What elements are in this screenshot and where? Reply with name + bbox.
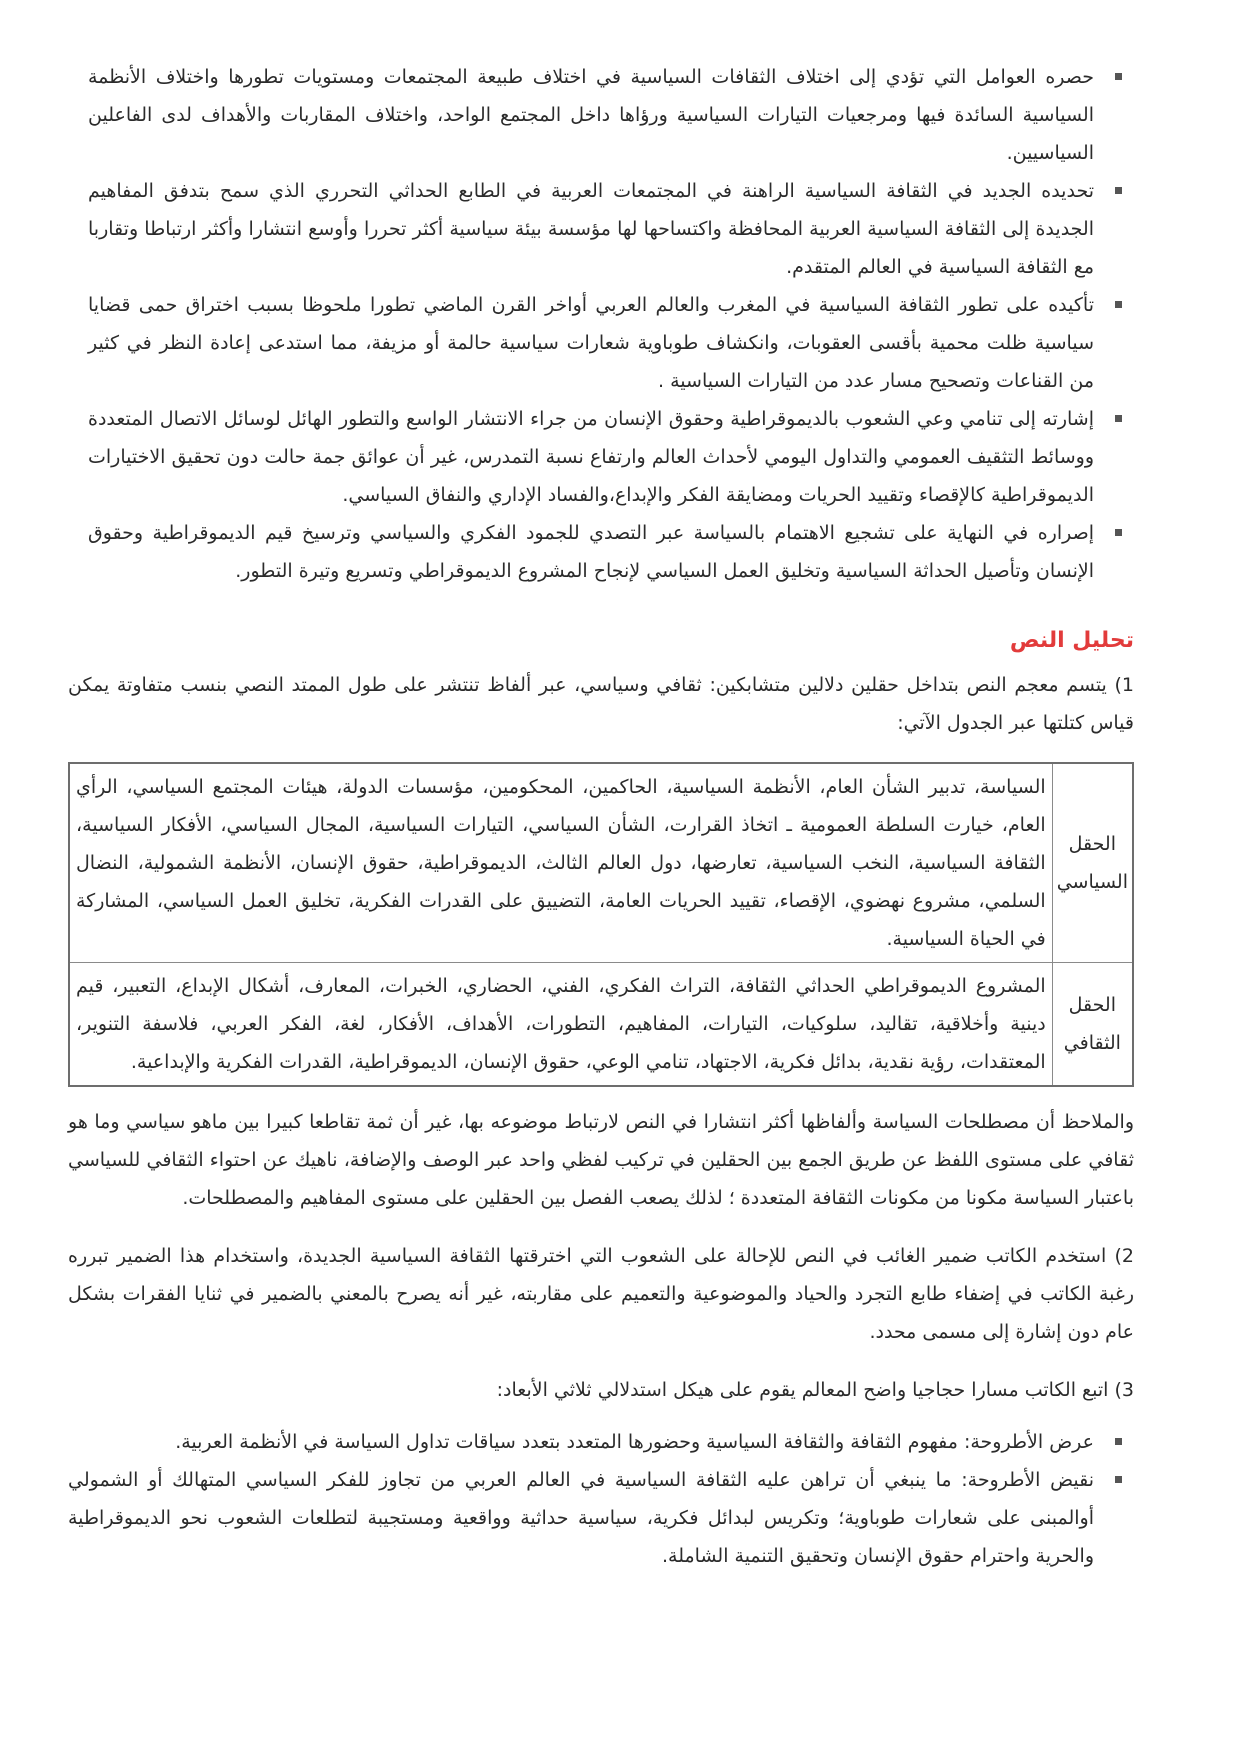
argument-bullet	[68, 1423, 1124, 1461]
square-bullet-icon	[1115, 415, 1122, 422]
square-bullet-icon	[1115, 529, 1122, 536]
summary-bullet-list	[88, 58, 1124, 590]
argument-bullet	[68, 1461, 1124, 1575]
summary-bullet	[88, 286, 1124, 400]
observation-paragraph: والملاحظ أن مصطلحات السياسة وألفاظها أكثر انتشارا في النص لارتباط موضوعه بها، غير أن ثمة تقاطعا كبيرا بين ماهو سياسي وما هو ثقافي على مستوى اللفظ عن طريق الجمع بين الحقلين في تركيب لفظي واحد عبر الوصف والإضافة، ناهيك عن احتواء الثقافي للسياسي باعتبار السياسة مكونا من مكونات الثقافة المتعددة ؛ لذلك يصعب الفصل بين الحقلين على مستوى المفاهيم والمصطلحات.	[68, 1111, 1134, 1209]
field-name-cell: الحقل الثقافي	[1052, 963, 1133, 1087]
summary-bullet	[88, 58, 1124, 172]
square-bullet-icon	[1115, 1438, 1122, 1445]
summary-bullet-text: تحديده الجديد في الثقافة السياسية الراهنة في المجتمعات العربية في الطابع الحداثي التحرري الذي سمح بتدفق المفاهيم الجديدة إلى الثقافة السياسية العربية المحافظة واكتساحها لها مؤسسة بيئة سياسية أكثر تحررا وأوسع انتشارا وأكثر ارتباطا وتقاربا مع الثقافة السياسية في العالم المتقدم.	[88, 180, 1094, 278]
square-bullet-icon	[1115, 1476, 1122, 1483]
summary-bullet-text: إشارته إلى تنامي وعي الشعوب بالديموقراطية وحقوق الإنسان من جراء الانتشار الواسع والتطور الهائل لوسائل الاتصال المتعددة ووسائط التثقيف العمومي والتداول اليومي لأحداث العالم وارتفاع نسبة التمدرس، غير أن عوائق جمة حالت دون تحقيق الاختيارات الديموقراطية كالإقصاء وتقييد الحريات ومضايقة الفكر والإبداع،والفساد الإداري والنفاق السياسي.	[88, 408, 1094, 506]
summary-bullet	[88, 172, 1124, 286]
square-bullet-icon	[1115, 73, 1122, 80]
section-title-text-analysis: تحليل النص	[1009, 628, 1134, 653]
field-terms-cell: السياسة، تدبير الشأن العام، الأنظمة السياسية، الحاكمين، المحكومين، مؤسسات الدولة، هيئات المجتمع السياسي، الرأي العام، خيارت السلطة العمومية ـ اتخاذ القرارت، الشأن السياسي، التيارات السياسية، المجال السياسي، الأفكار السياسية، الثقافة السياسية، النخب السياسية، تعارضها، دول العالم الثالث، الديموقراطية، حقوق الإنسان، الأنظمة الشمولية، النضال السلمي، مشروع نهضوي، الإقصاء، تقييد الحريات العامة، التضييق على القدرات الفكرية، تخليق العمل السياسي، المشاركة في الحياة السياسية.	[69, 763, 1052, 963]
summary-bullet-text: تأكيده على تطور الثقافة السياسية في المغرب والعالم العربي أواخر القرن الماضي تطورا ملحوظا بسبب اختراق حمى قضايا سياسية ظلت محمية بأقسى العقوبات، وانكشاف طوباوية شعارات سياسية حالمة أو مزيفة، مما استدعى إعادة النظر في كثير من القناعات وتصحيح مسار عدد من التيارات السياسية .	[88, 294, 1094, 392]
argument-bullet-text: نقيض الأطروحة: ما ينبغي أن تراهن عليه الثقافة السياسية في العالم العربي من تجاوز للفكر السياسي المتهالك أو الشمولي أوالمبنى على شعارات طوباوية؛ وتكريس لبدائل فكرية، سياسية حداثية وواقعية ومستجيبة لتطلعات الشعوب نحو الديموقراطية والحرية واحترام حقوق الإنسان وتحقيق التنمية الشاملة.	[68, 1469, 1094, 1567]
argument-structure-paragraph: 3) اتبع الكاتب مسارا حجاجيا واضح المعالم يقوم على هيكل استدلالي ثلاثي الأبعاد:	[496, 1379, 1134, 1401]
argument-bullet-list	[68, 1423, 1124, 1575]
lexicon-intro-paragraph: 1) يتسم معجم النص بتداخل حقلين دلالين متشابكين: ثقافي وسياسي، عبر ألفاظ تنتشر على طول الممتد النصي بنسب متفاوتة يمكن قياس كتلتها عبر الجدول الآتي:	[68, 674, 1134, 734]
summary-bullet-text: إصراره في النهاية على تشجيع الاهتمام بالسياسة عبر التصدي للجمود الفكري والسياسي وترسيخ قيم الديموقراطية وحقوق الإنسان وتأصيل الحداثة السياسية وتخليق العمل السياسي لإنجاح المشروع الديموقراطي وتسريع وتيرة التطور.	[88, 522, 1094, 582]
summary-bullet-text: حصره العوامل التي تؤدي إلى اختلاف الثقافات السياسية في اختلاف طبيعة المجتمعات ومستويات تطورها واختلاف الأنظمة السياسية السائدة فيها ومرجعيات التيارات السياسية ورؤاها داخل المجتمع الواحد، واختلاف المقاربات والأهداف لدى الفاعلين السياسيين.	[88, 66, 1094, 164]
table-row-cultural-field	[69, 963, 1133, 1087]
table-row-political-field	[69, 763, 1133, 963]
summary-bullet	[88, 400, 1124, 514]
pronoun-paragraph: 2) استخدم الكاتب ضمير الغائب في النص للإحالة على الشعوب التي اخترقتها الثقافة السياسية الجديدة، واستخدام هذا الضمير تبرره رغبة الكاتب في إضفاء طابع التجرد والحياد والموضوعية والتعميم على مقاربته، غير أنه يصرح بالمعني بالضمير في ثنايا الفقرات بشكل عام دون إشارة إلى مسمى محدد.	[68, 1245, 1134, 1343]
square-bullet-icon	[1115, 187, 1122, 194]
field-name-cell: الحقل السياسي	[1052, 763, 1133, 963]
square-bullet-icon	[1115, 301, 1122, 308]
field-terms-cell: المشروع الديموقراطي الحداثي الثقافة، التراث الفكري، الفني، الحضاري، الخبرات، المعارف، أشكال الإبداع، التعبير، قيم دينية وأخلاقية، تقاليد، سلوكيات، التيارات، المفاهيم، التطورات، الأهداف، الأفكار، لغة، الفكر العربي، فلاسفة التنوير، المعتقدات، رؤية نقدية، بدائل فكرية، الاجتهاد، تنامي الوعي، حقوق الإنسان، الديموقراطية، القدرات الفكرية والإبداعية.	[69, 963, 1052, 1087]
summary-bullet	[88, 514, 1124, 590]
semantic-fields-table	[68, 762, 1134, 1087]
argument-bullet-text: عرض الأطروحة: مفهوم الثقافة والثقافة السياسية وحضورها المتعدد بتعدد سياقات تداول السياسة في الأنظمة العربية.	[175, 1431, 1094, 1453]
